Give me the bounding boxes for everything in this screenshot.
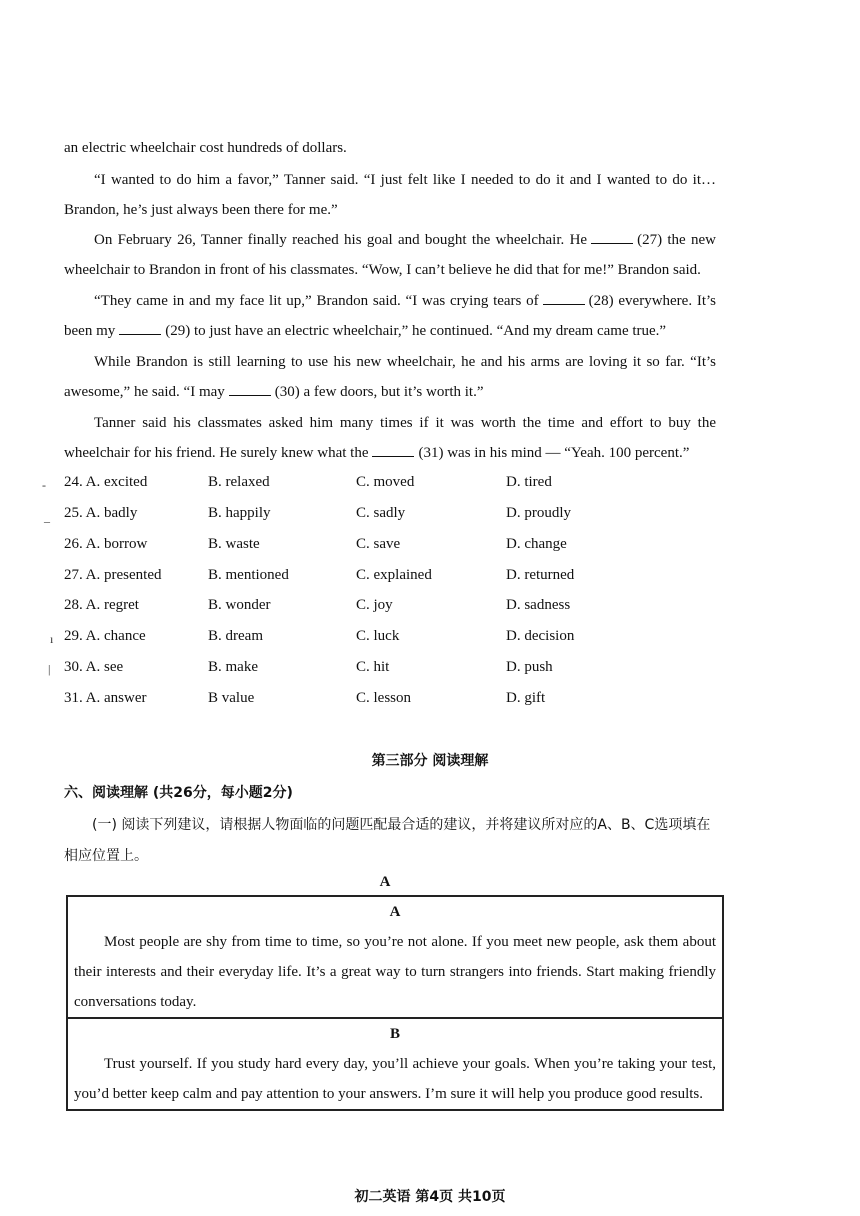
advice-b-label: B [389, 1026, 400, 1042]
passage-paragraph-5: Tanner said his classmates asked him many times if it was worth the time and effort to buy the wheelchair for his friend. He surely knew what the (31) was in his mind — “Yeah. 100 percent.” [64, 415, 716, 461]
margin-mark-1: - [42, 478, 46, 492]
margin-mark-2: _ [44, 510, 50, 524]
passage-paragraph-3: “They came in and my face lit up,” Brandon said. “I was crying tears of (28) everywhere. It’s been my (29) to just have an electric wheelchair,” he continued. “And my dream came true.” [64, 286, 716, 346]
advice-a-label: A [389, 904, 401, 920]
advice-b-text: Trust yourself. If you study hard every day, you’ll achieve your goals. When you’re taking your test, you’d better keep calm and pay attention to your answers. I’m sure it will help you produce good results. [74, 1056, 716, 1102]
option-row-28: 28. A. regret B. wonder C. joy D. sadness [64, 597, 571, 613]
passage-paragraph-1: “I wanted to do him a favor,” Tanner said. “I just felt like I needed to do it and I wanted to do it… Brandon, he’s just always been there for me.” [64, 172, 716, 218]
advice-a-text: Most people are shy from time to time, so you’re not alone. If you meet new people, ask them about their interests and their everyday life. It’s a great way to turn strangers into friends. Start making friendly conversations today. [74, 934, 716, 1010]
margin-mark-4: | [48, 662, 51, 676]
option-row-27: 27. A. presented B. mentioned C. explained D. returned [64, 567, 575, 583]
option-row-31: 31. A. answer B value C. lesson D. gift [64, 690, 546, 706]
blank-29 [119, 320, 161, 335]
blank-27 [591, 229, 633, 244]
label-above-box: A [379, 874, 391, 890]
passage-paragraph-4: While Brandon is still learning to use his new wheelchair, he and his arms are loving it so far. “It’s awesome,” he said. “I may (30) a few doors, but it’s worth it.” [64, 354, 716, 400]
option-row-30: 30. A. see B. make C. hit D. push [64, 659, 553, 675]
blank-28 [543, 290, 585, 305]
advice-box [66, 895, 724, 1111]
option-row-25: 25. A. badly B. happily C. sadly D. proudly [64, 505, 571, 521]
advice-a [68, 897, 722, 1017]
option-row-24: 24. A. excited B. relaxed C. moved D. tired [64, 474, 552, 490]
section-instruction: (一) 阅读下列建议，请根据人物面临的问题匹配最合适的建议，并将建议所对应的A、B、C选项填在相应位置上。 [64, 817, 711, 864]
blank-30 [229, 381, 271, 396]
page-footer: 初二英语 第4页 共10页 [354, 1189, 506, 1205]
part-title: 第三部分 阅读理解 [371, 753, 489, 769]
option-row-26: 26. A. borrow B. waste C. save D. change [64, 536, 567, 552]
section-heading: 六、阅读理解 (共26分，每小题2分) [64, 785, 293, 801]
option-row-29: 29. A. chance B. dream C. luck D. decision [64, 628, 575, 644]
advice-b [68, 1017, 722, 1109]
passage-paragraph-2: On February 26, Tanner finally reached his goal and bought the wheelchair. He (27) the new wheelchair to Brandon in front of his classmates. “Wow, I can’t believe he did that for me!” Brandon said. [64, 225, 716, 285]
margin-mark-3: ı [50, 632, 54, 646]
blank-31 [372, 442, 414, 457]
passage-line-0: an electric wheelchair cost hundreds of dollars. [64, 140, 347, 156]
